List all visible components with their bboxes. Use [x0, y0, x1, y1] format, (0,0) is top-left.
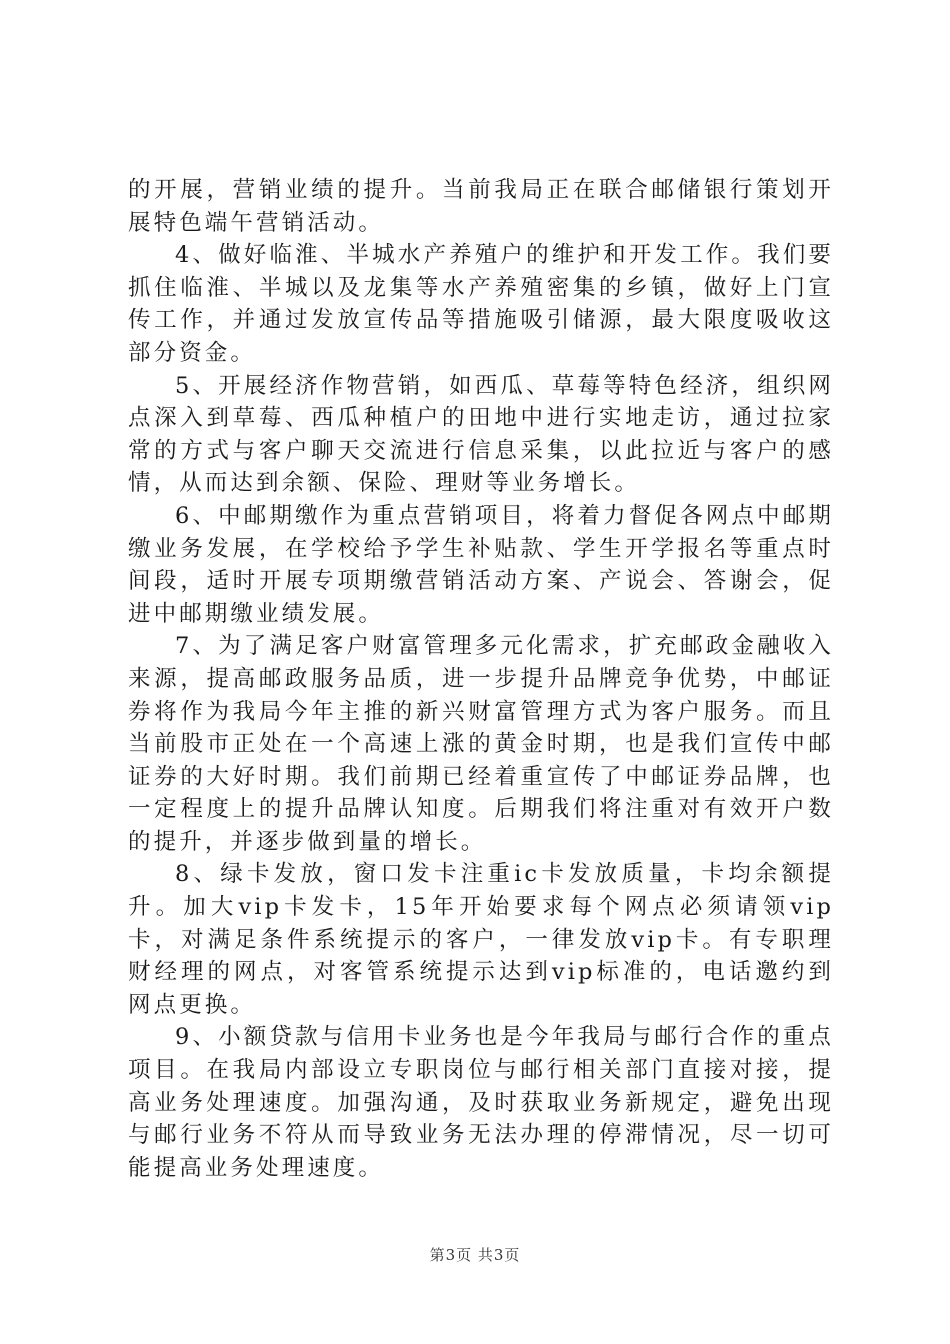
paragraph-item-5: 5、开展经济作物营销，如西瓜、草莓等特色经济，组织网点深入到草莓、西瓜种植户的田地中进行实地走访，通过拉家常的方式与客户聊天交流进行信息采集，以此拉近与客户的感情，从而达到余额、保险、理财等业务增长。 — [128, 372, 834, 497]
paragraph-item-6: 6、中邮期缴作为重点营销项目，将着力督促各网点中邮期缴业务发展，在学校给予学生补贴款、学生开学报名等重点时间段，适时开展专项期缴营销活动方案、产说会、答谢会，促进中邮期缴业绩发展。 — [128, 502, 834, 627]
page-footer: 第3页 共3页 — [429, 1246, 521, 1264]
paragraph-item-9: 9、小额贷款与信用卡业务也是今年我局与邮行合作的重点项目。在我局内部设立专职岗位与邮行相关部门直接对接，提高业务处理速度。加强沟通，及时获取业务新规定，避免出现与邮行业务不符从而导致业务无法办理的停滞情况，尽一切可能提高业务处理速度。 — [128, 1024, 834, 1181]
paragraph-item-4: 4、做好临淮、半城水产养殖户的维护和开发工作。我们要抓住临淮、半城以及龙集等水产养殖密集的乡镇，做好上门宣传工作，并通过发放宣传品等措施吸引储源，最大限度吸收这部分资金。 — [128, 242, 834, 366]
paragraph-item-7: 7、为了满足客户财富管理多元化需求，扩充邮政金融收入来源，提高邮政服务品质，进一步提升品牌竞争优势，中邮证券将作为我局今年主推的新兴财富管理方式为客户服务。而且当前股市正处在一个高速上涨的黄金时期，也是我们宣传中邮证券的大好时期。我们前期已经着重宣传了中邮证券品牌，也一定程度上的提升品牌认知度。后期我们将注重对有效开户数的提升，并逐步做到量的增长。 — [128, 633, 834, 855]
paragraph-item-8: 8、绿卡发放，窗口发卡注重ic卡发放质量，卡均余额提升。加大vip卡发卡，15年开始要求每个网点必须请领vip卡，对满足条件系统提示的客户，一律发放vip卡。有专职理财经理的网点，对客管系统提示达到vip标准的，电话邀约到网点更换。 — [128, 861, 834, 1018]
paragraph-continuation: 的开展，营销业绩的提升。当前我局正在联合邮储银行策划开展特色端午营销活动。 — [128, 177, 834, 236]
document-body — [128, 174, 834, 1184]
